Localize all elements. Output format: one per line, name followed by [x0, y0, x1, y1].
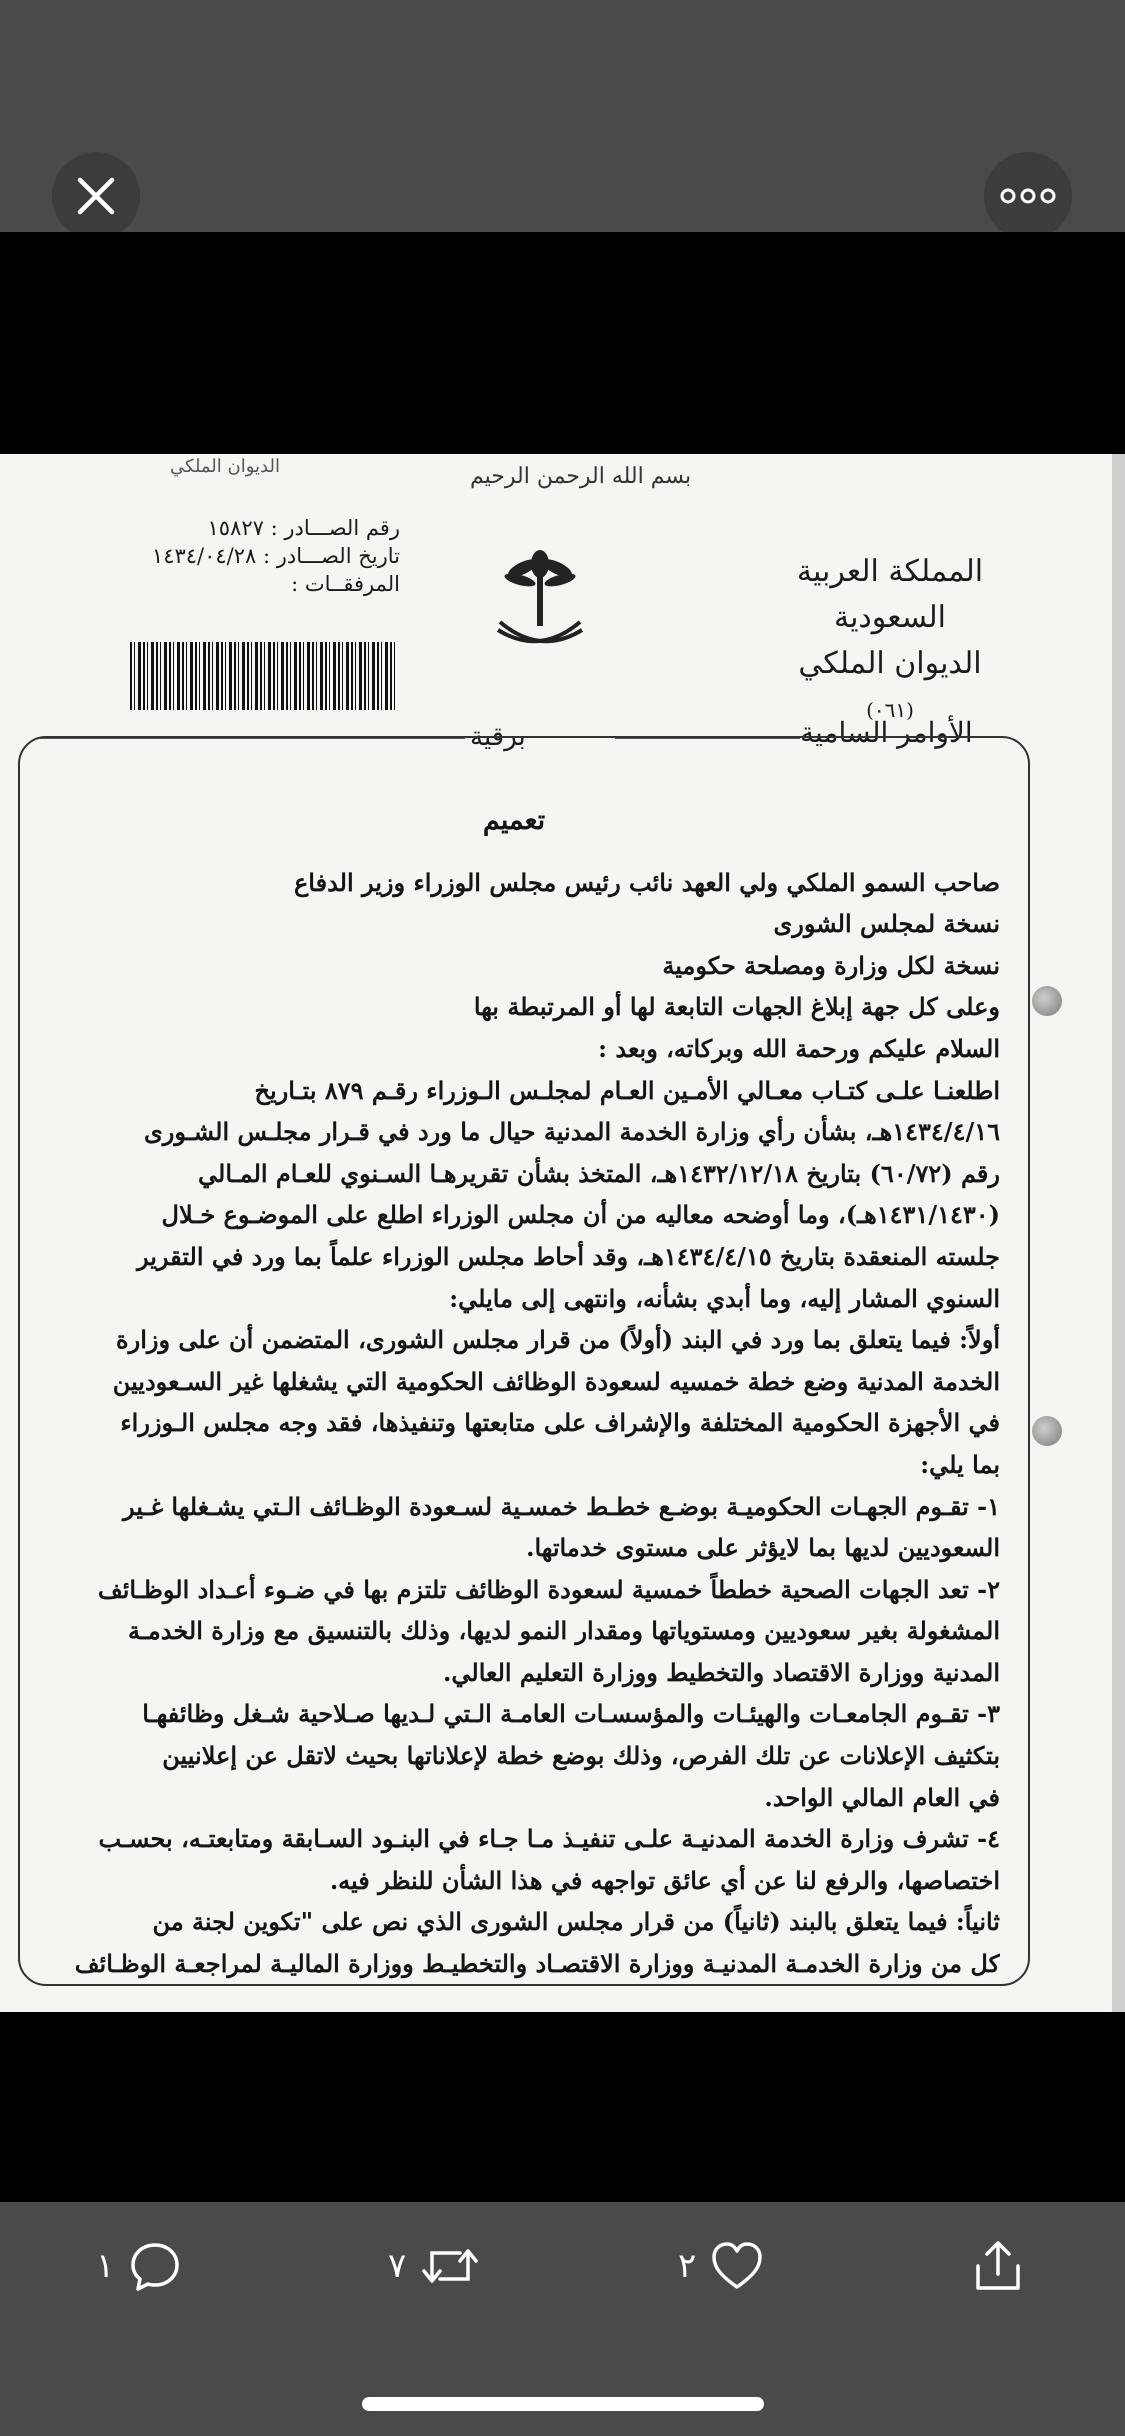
royal-orders-label: الأوامر السامية [800, 716, 973, 749]
heart-icon [710, 2239, 764, 2293]
body-line: نسخة لمجلس الشورى [773, 909, 1000, 939]
body-line: صاحب السمو الملكي ولي العهد نائب رئيس مجلس الوزراء وزير الدفاع [293, 867, 1000, 897]
body-line: ٢- تعد الجهات الصحية خططاً خمسية لسعودة الوظائف تلتزم بها في ضـوء أعـداد الوظـائف [97, 1574, 1000, 1604]
kingdom-name: المملكة العربية السعودية [796, 554, 984, 635]
image-letterbox-bottom [0, 2012, 1125, 2202]
attachments-label: المرفقــات : [291, 572, 400, 596]
body-line: جلسته المنعقدة بتاريخ ١٤٣٤/٤/١٥هـ، وقد أحاط مجلس الوزراء علماً بما ورد في التقرير [136, 1241, 1000, 1271]
body-line: السنوي المشار إليه، وما أبدي بشأنه، وانتهى إلى مايلي: [449, 1283, 1000, 1313]
diwan-name: الديوان الملكي [798, 646, 982, 681]
body-line: ٤- تشرف وزارة الخدمة المدنيـة علـى تنفيـذ مـا جـاء في البنـود السـابقة ومتابعتـه، بحسـب [98, 1824, 1000, 1854]
close-icon [74, 174, 118, 218]
retweet-button[interactable] [388, 2238, 480, 2294]
document-image [0, 454, 1112, 2012]
top-toolbar [0, 0, 1125, 232]
share-button[interactable] [970, 2238, 1026, 2294]
body-line: ١- تقـوم الجهـات الحكوميـة بوضـع خطـط خمسـية لسـعودة الوظـائف الـتي يشـغلها غـير [122, 1491, 1000, 1521]
body-line: رقم (٦٠/٧٢) بتاريخ ١٤٣٢/١٢/١٨هـ، المتخذ بشأن تقريرهـا السـنوي للعـام المـالي [198, 1158, 1000, 1188]
retweet-count: ٧ [388, 2246, 407, 2286]
body-line: وعلى كل جهة إبلاغ الجهات التابعة لها أو المرتبطة بها [473, 992, 1000, 1022]
document-body [28, 800, 1000, 1985]
body-line: في العام المالي الواحد. [764, 1782, 1000, 1812]
body-line: ١٤٣٤/٤/١٦هـ، بشأن رأي وزارة الخدمة المدنية حيال ما ورد في قـرار مجلـس الشـورى [143, 1117, 1000, 1147]
telegram-label: برقية [470, 722, 526, 752]
body-line: كل من وزارة الخدمـة المدنيـة ووزارة الاقتصـاد والتخطيـط ووزارة الماليـة لمراجعـة الوظـائف [74, 1949, 1000, 1979]
retweet-icon [420, 2239, 480, 2293]
punch-hole [1032, 1416, 1062, 1446]
punch-hole [1032, 986, 1062, 1016]
letterhead [740, 549, 1040, 733]
more-options-icon [998, 186, 1058, 206]
close-button[interactable] [52, 152, 140, 240]
comment-count: ١ [96, 2246, 115, 2286]
document-edge [1112, 454, 1125, 2012]
body-line: اختصاصها، والرفع لنا عن أي عائق تواجهه في هذا الشأن للنظر فيه. [329, 1865, 1000, 1895]
body-line: بتكثيف الإعلانات عن تلك الفرص، وذلك بوضع خطة لإعلاناتها بحيث لاتقل عن إعلانيين [162, 1741, 1000, 1771]
body-line: ٣- تقـوم الجامعـات والهيئـات والمؤسسـات العامـة الـتي لـديها صـلاحية شـغل وظائفهـا [142, 1699, 1000, 1729]
body-line: اطلعنـا علـى كتـاب معـالي الأمـين العـام لمجلـس الـوزراء رقـم ٨٧٩ بتـاريخ [254, 1075, 1000, 1105]
body-line: نسخة لكل وزارة ومصلحة حكومية [662, 950, 1000, 980]
body-line: المشغولة بغير سعوديين ومستوياتها ومقدار النمو لديها، وذلك بالتنسيق مع وزارة الخدمـة [128, 1616, 1000, 1646]
basmala: بسم الله الرحمن الرحيم [470, 464, 692, 489]
body-line: الخدمة المدنية وضع خطة خمسيه لسعودة الوظائف الحكومية التي يشغلها غير السـعوديين [112, 1366, 1000, 1396]
body-line: بما يلي: [920, 1449, 1000, 1479]
body-line: السلام عليكم ورحمة الله وبركاته، وبعد : [598, 1033, 1000, 1063]
document-code: (٠٦١) [866, 698, 914, 722]
body-line: في الأجهزة الحكومية المختلفة والإشراف على متابعتها وتنفيذها، فقد وجه مجلس الـوزراء [120, 1408, 1000, 1438]
saudi-emblem-icon [490, 544, 590, 659]
body-line: (١٤٣١/١٤٣٠هـ)، وما أوضحه معاليه من أن مجلس الوزراء اطلع على الموضـوع خـلال [161, 1200, 1000, 1230]
image-letterbox-top [0, 232, 1125, 454]
like-count: ٢ [678, 2246, 697, 2286]
home-indicator[interactable] [362, 2397, 764, 2411]
comment-button[interactable] [96, 2238, 182, 2294]
like-button[interactable] [678, 2238, 764, 2294]
document-title: تعميم [482, 805, 546, 836]
comment-icon [128, 2239, 182, 2293]
issue-date: تاريخ الصـــادر : ١٤٣٤/٠٤/٢٨ [151, 544, 400, 568]
header-top-text: الديوان الملكي [170, 456, 280, 477]
barcode [130, 642, 398, 710]
more-options-button[interactable] [984, 152, 1072, 240]
issue-info [150, 514, 400, 598]
body-line: المدنية ووزارة الاقتصاد والتخطيط ووزارة التعليم العالي. [443, 1657, 1000, 1687]
share-icon [970, 2238, 1026, 2294]
body-line: ثانياً: فيما يتعلق بالبند (ثانياً) من قرار مجلس الشورى الذي نص على "تكوين لجنة من [152, 1907, 1000, 1937]
issue-number: رقم الصـــادر : ١٥٨٢٧ [207, 516, 400, 540]
body-line: أولاً: فيما يتعلق بما ورد في البند (أولاً) من قرار مجلس الشورى، المتضمن أن على وزارة [116, 1325, 1000, 1355]
body-line: السعوديين لديها بما لايؤثر على مستوى خدماتها. [526, 1533, 1000, 1563]
